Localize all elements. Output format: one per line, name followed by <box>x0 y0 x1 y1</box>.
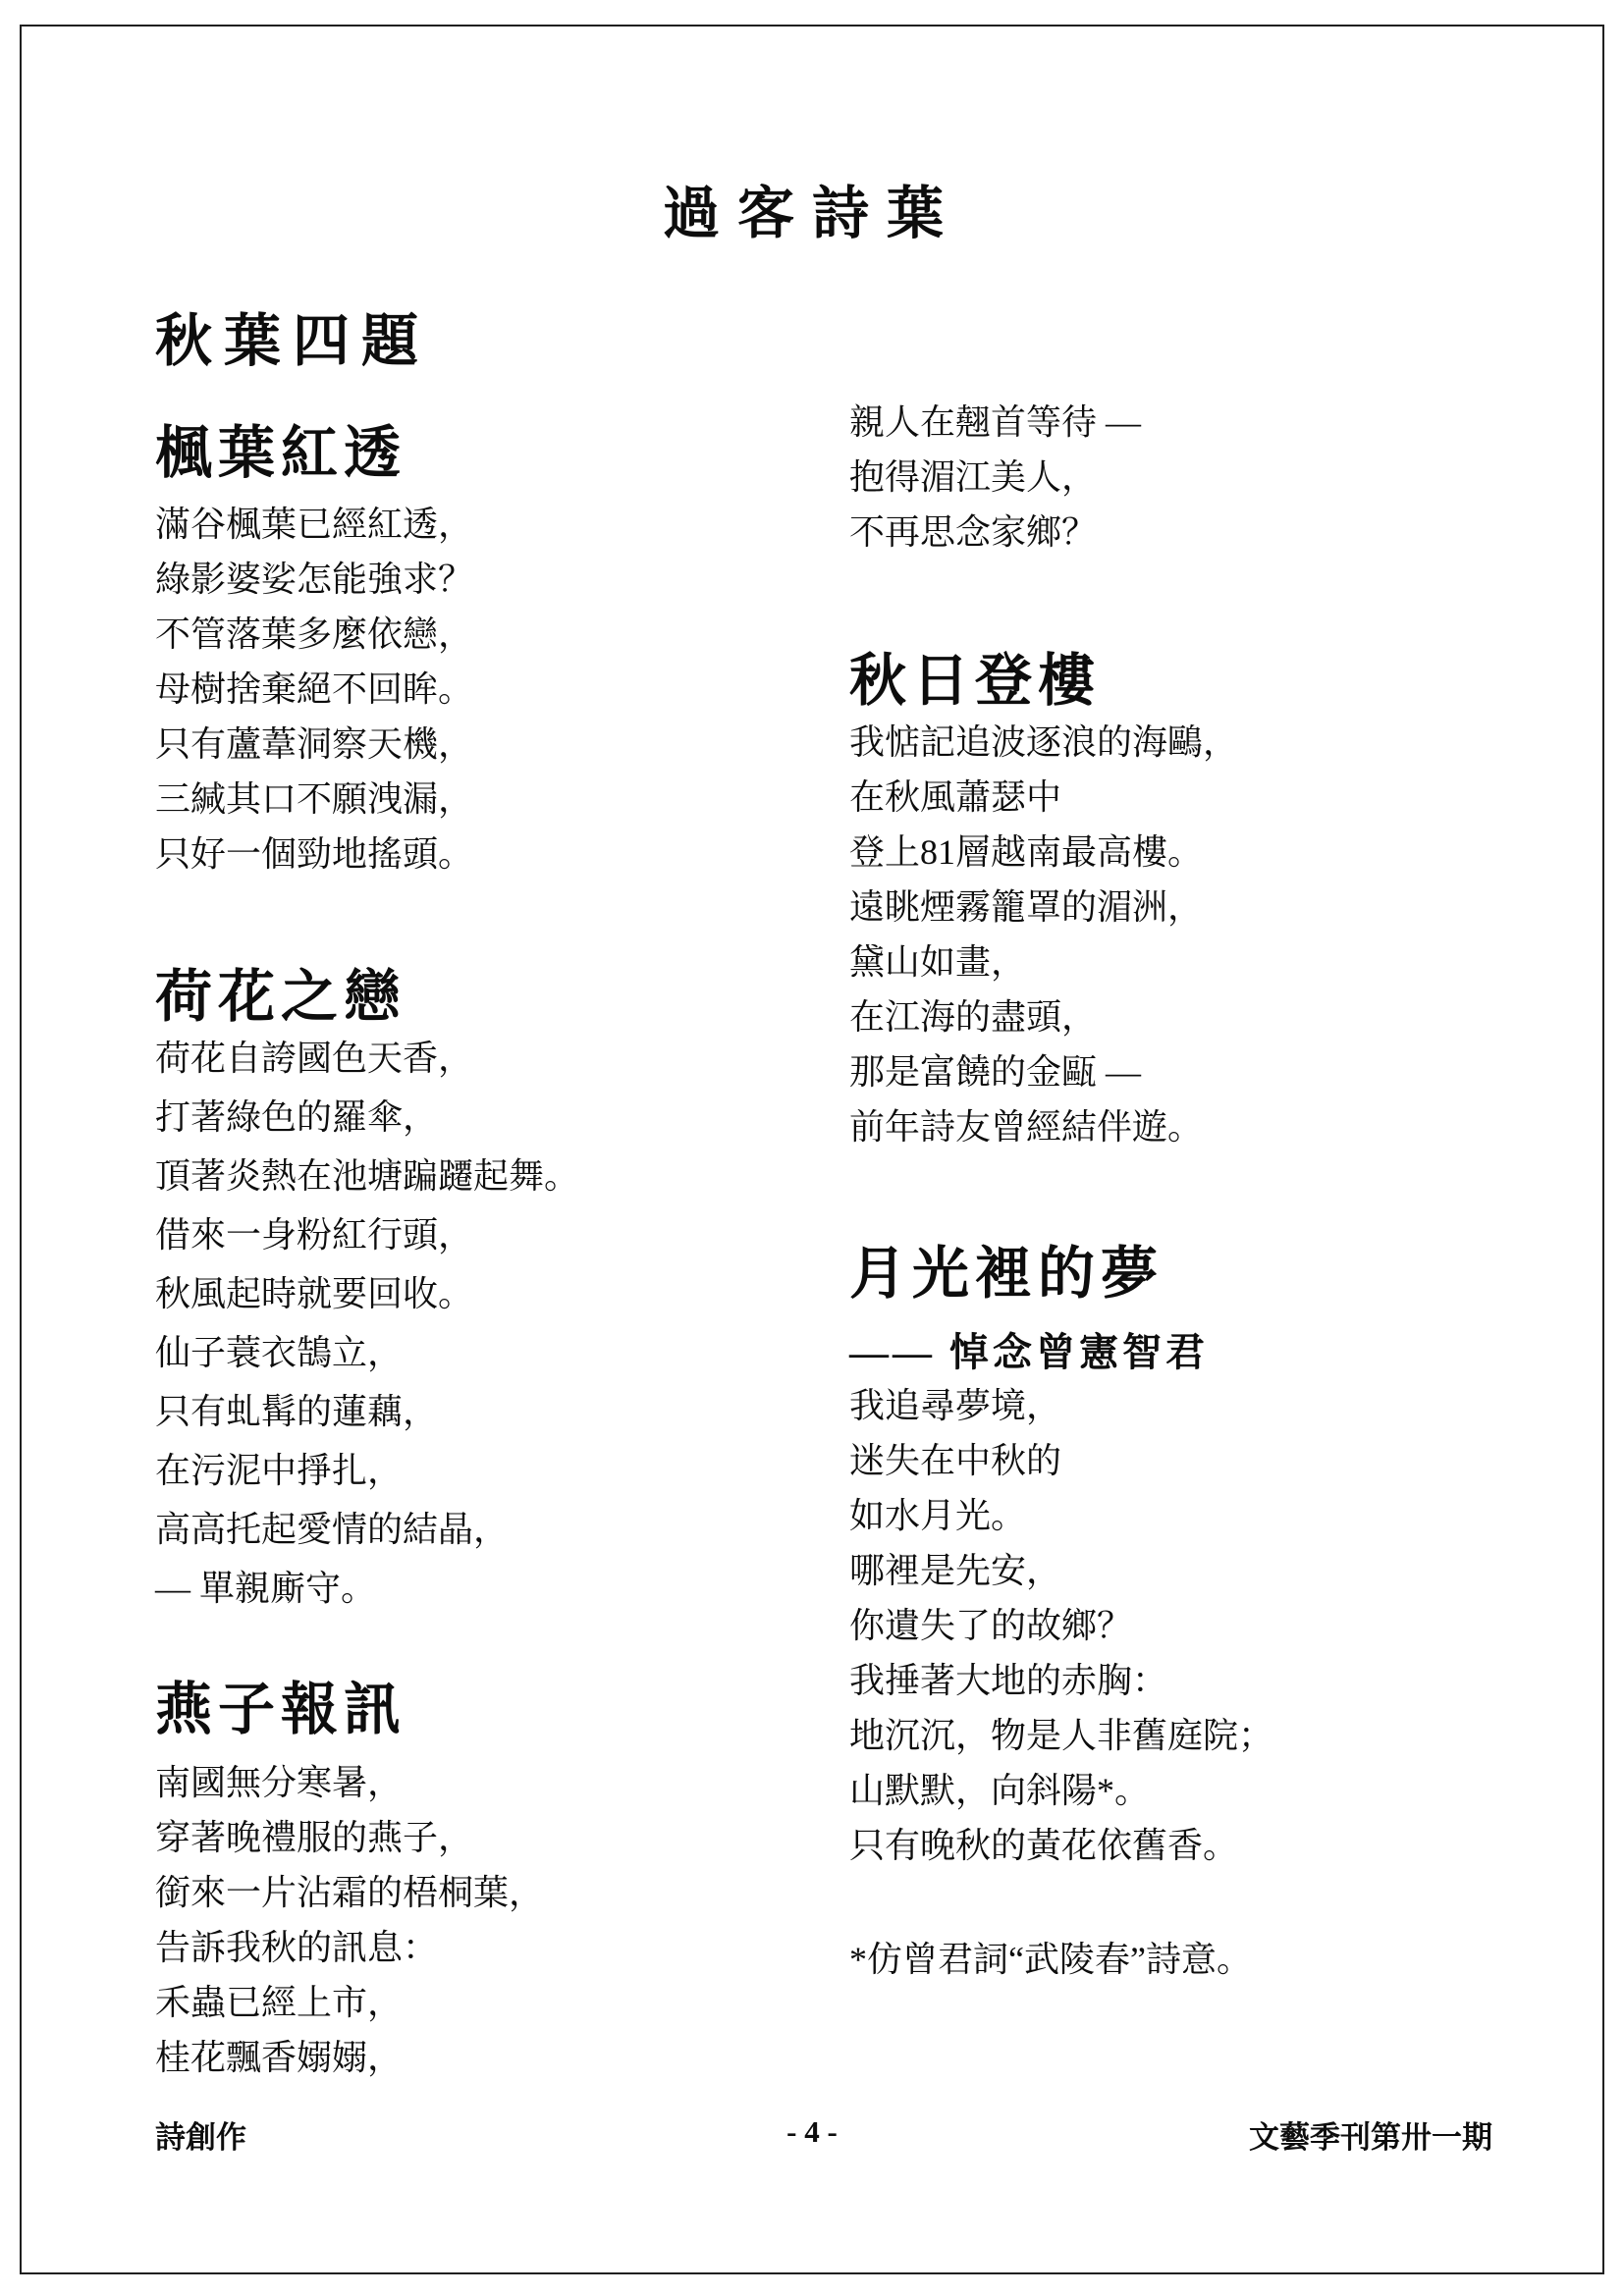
poem-line: 告訴我秋的訊息： <box>155 1928 439 1967</box>
poem-body-swallow-news-continued <box>849 395 1141 560</box>
poem-line: 三緘其口不願洩漏， <box>155 779 474 819</box>
poem-line: 打著綠色的羅傘， <box>155 1097 439 1137</box>
poem-body-maple-leaves <box>155 497 473 881</box>
right-column <box>849 0 1497 2296</box>
collection-title: 秋葉四題 <box>155 309 431 373</box>
poem-line: 不管落葉多麼依戀， <box>155 614 474 654</box>
poem-line: 母樹捨棄絕不回眸。 <box>155 669 474 709</box>
footer-journal-issue: 文藝季刊第卅一期 <box>1249 2120 1492 2155</box>
poem-line: 地沉沉，物是人非舊庭院； <box>849 1716 1274 1755</box>
poem-line: 前年詩友曾經結伴遊。 <box>849 1107 1204 1147</box>
poem-line: 只有晚秋的黃花依舊香。 <box>849 1826 1239 1865</box>
poem-line: 綠影婆娑怎能強求？ <box>155 560 474 599</box>
poem-line: 登上81層越南最高樓。 <box>849 832 1204 872</box>
poem-line: 穿著晚禮服的燕子， <box>155 1818 474 1857</box>
poem-line: 山默默，向斜陽*。 <box>849 1771 1151 1810</box>
poem-title-lotus-love: 荷花之戀 <box>155 965 407 1029</box>
poem-line: 荷花自誇國色天香， <box>155 1039 474 1078</box>
poem-line: 如水月光。 <box>849 1496 1027 1535</box>
poem-line: 在污泥中掙扎， <box>155 1451 404 1490</box>
poem-line: 遠眺煙霧籠罩的湄洲， <box>849 887 1204 927</box>
poem-line: 我捶著大地的赤胸： <box>849 1661 1168 1700</box>
poem-line: 秋風起時就要回收。 <box>155 1274 474 1313</box>
poem-title-maple-leaves: 楓葉紅透 <box>155 421 407 485</box>
poem-line: 黛山如畫， <box>849 942 1027 982</box>
poem-line: 桂花飄香嫋嫋， <box>155 2038 404 2077</box>
poem-line: 哪裡是先安， <box>849 1551 1062 1590</box>
poem-line: 我惦記追波逐浪的海鷗， <box>849 722 1239 762</box>
poem-line: 在秋風蕭瑟中 <box>849 777 1062 817</box>
left-column <box>155 0 842 2296</box>
poem-line: 滿谷楓葉已經紅透， <box>155 505 474 544</box>
poem-line: 南國無分寒暑， <box>155 1763 404 1802</box>
poem-line: 只有蘆葦洞察天機， <box>155 724 474 764</box>
poem-footnote: *仿曾君詞“武陵春”詩意。 <box>849 1940 1252 1979</box>
poem-title-swallow-news: 燕子報訊 <box>155 1678 407 1741</box>
poem-line: 只有虬髯的蓮藕， <box>155 1392 439 1431</box>
poem-dedication: —— 悼念曾憲智君 <box>849 1330 1209 1374</box>
poem-line: 在江海的盡頭， <box>849 997 1098 1037</box>
poem-body-swallow-news <box>155 1755 544 2085</box>
poem-line: 不再思念家鄉？ <box>849 512 1098 552</box>
poem-line: 借來一身粉紅行頭， <box>155 1215 474 1255</box>
poem-line: — 單親廝守。 <box>155 1569 377 1608</box>
poem-line: 頂著炎熱在池塘蹁躚起舞。 <box>155 1156 580 1196</box>
page-title: 過客詩葉 <box>662 182 961 245</box>
poem-line: 只好一個勁地搖頭。 <box>155 834 474 874</box>
poem-line: 迷失在中秋的 <box>849 1441 1062 1480</box>
poem-line: 我追尋夢境， <box>849 1386 1062 1425</box>
poem-body-autumn-tower <box>849 715 1238 1154</box>
poem-line: 那是富饒的金甌 — <box>849 1052 1142 1092</box>
poem-line: 銜來一片沾霜的梧桐葉， <box>155 1873 545 1912</box>
poem-title-moonlight-dream: 月光裡的夢 <box>849 1242 1164 1306</box>
poem-line: 高高托起愛情的結晶， <box>155 1510 510 1549</box>
poem-body-lotus-love <box>155 1029 579 1618</box>
footer-section-label: 詩創作 <box>155 2120 246 2155</box>
poem-body-moonlight-dream <box>849 1378 1273 1873</box>
footer-page-number: - 4 - <box>786 2114 838 2149</box>
poem-line: 仙子蓑衣鵠立， <box>155 1333 404 1372</box>
poem-title-autumn-tower: 秋日登樓 <box>849 649 1102 713</box>
poem-line: 抱得湄江美人， <box>849 457 1098 497</box>
poem-line: 親人在翹首等待 — <box>849 402 1142 442</box>
poem-line: 你遺失了的故鄉？ <box>849 1606 1133 1645</box>
poem-line: 禾蟲已經上市， <box>155 1983 404 2022</box>
